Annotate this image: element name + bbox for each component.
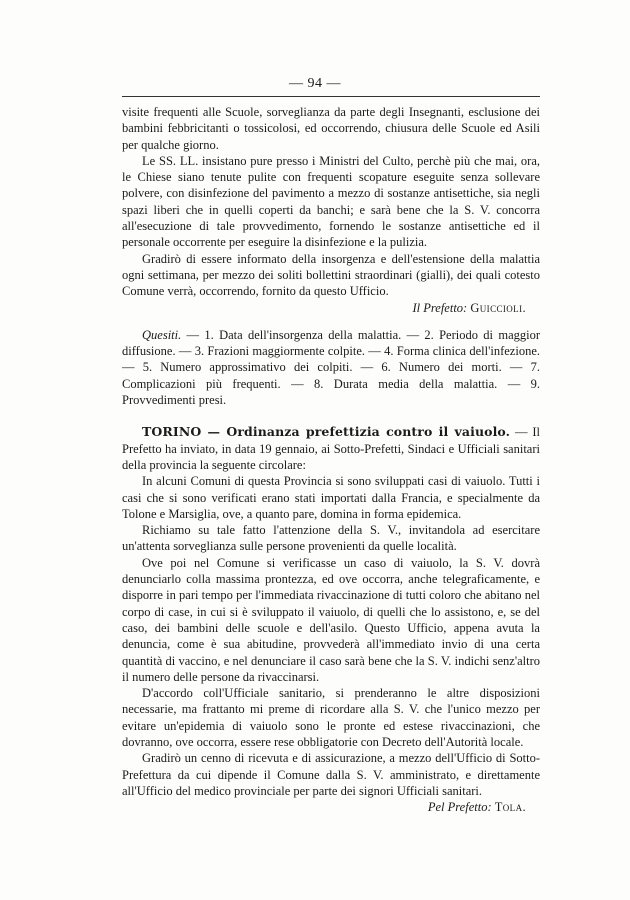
signature-title: Il Prefetto: — [412, 300, 468, 315]
signature-prefetto — [122, 300, 540, 316]
paragraph-churches: Le SS. LL. insistano pure presso i Ministri del Culto, perchè più che mai, ora, le Chiese siano tenute pulite con frequenti scopature eseguite senza sollevare polvere, con disinfezione del pavimento a mezzo di sostanze antisettiche, sia negli spazi liberi che in quelli coperti da banchi; e sarà bene che la S. V. concorra all'esecuzione di tale provvedimento, fornendo le sostanze antisettiche ed il personale occorrente per eseguire la disinfezione e la pulizia. — [122, 153, 540, 250]
section-intro: — Il Prefetto ha inviato, in data 19 gennaio, ai Sotto-Prefetti, Sindaci e Ufficiali sanitari della provincia la seguente circolare: — [122, 425, 540, 472]
signature-title: Pel Prefetto: — [427, 800, 492, 815]
header-rule — [122, 96, 540, 97]
signature-name: Tola. — [494, 800, 526, 815]
paragraph-denunciation: Ove poi nel Comune si verificasse un caso di vaiuolo, la S. V. dovrà denunciarlo colla massima prontezza, ed ove occorra, anche telegraficamente, e disporre in pari tempo per l'immediata rivaccinazione di tutti coloro che abitano nel corpo di case, in cui si è sviluppato il vaiuolo, di quelli che lo assistono, e, se del caso, dei bambini delle scuole e dell'asilo. Questo Ufficio, appena avuta la denuncia, come è sua abitudine, provvederà all'immediato invio di una certa quantità di vaccino, e nel denunciare il caso sarà bene che la S. V. indichi senz'altro il numero delle persone da rivaccinarsi. — [122, 555, 540, 684]
paragraph-receipt: Gradirò un cenno di ricevuta e di assicurazione, a mezzo dell'Ufficio di Sotto-Prefettura da cui dipende il Comune dalla S. V. amministrato, e direttamente all'Ufficio del medico provinciale per parte dei signori Ufficiali sanitari. — [122, 751, 540, 798]
paragraph-continuation: visite frequenti alle Scuole, sorveglianza da parte degli Insegnanti, esclusione dei bambini febbricitanti o tossicolosi, ed occorrendo, chiusura delle Scuole ed Asili per qualche giorno. — [122, 105, 540, 152]
paragraph-attention: Richiamo su tale fatto l'attenzione della S. V., invitandola ad esercitare un'attenta sorveglianza sulle persone provenienti da quelle località. — [122, 523, 540, 554]
section-heading: TORINO — Ordinanza prefettizia contro il vaiuolo. — [142, 424, 511, 440]
signature-name: Guiccioli. — [470, 300, 526, 315]
page-number: — 94 — — [289, 76, 341, 91]
paragraph-cases: In alcuni Comuni di questa Provincia si sono sviluppati casi di vaiuolo. Tutti i casi che si sono verificati erano stati importati dalla Francia, e specialmente da Tolone e Marsiglia, ove, a quanto pare, domina in forma epidemica. — [122, 474, 540, 521]
section-heading-paragraph — [122, 424, 540, 473]
spacer — [122, 408, 540, 424]
paragraph-reporting: Gradirò di essere informato della insorgenza e dell'estensione della malattia ogni settimana, per mezzo dei soliti bollettini straordinari (gialli), dei quali cotesto Comune verrà, occorrendo, fornito da questo Ufficio. — [122, 251, 540, 299]
paragraph-quesiti — [122, 327, 540, 408]
signature-pel-prefetto — [122, 799, 540, 815]
spacer — [122, 316, 540, 327]
quesiti-label: Quesiti. — [142, 327, 182, 342]
paragraph-dispositions: D'accordo coll'Ufficiale sanitario, si prenderanno le altre disposizioni necessarie, ma frattanto mi preme di ricordare alla S. V. che l'unico mezzo per evitare un'epidemia di vaiuolo sono le pronte ed estese rivaccinazioni, che dovranno, ove occorra, essere rese obbligatorie con Decreto dell'Autorità locale. — [122, 686, 540, 749]
page-body — [122, 104, 540, 815]
quesiti-text: — 1. Data dell'insorgenza della malattia. — 2. Periodo di maggior diffusione. — 3. Frazioni maggiormente colpite. — 4. Forma clinica dell'infezione. — 5. Numero approssimativo dei colpiti. — 6. Numero dei morti. — 7. Complicazioni più frequenti. — 8. Durata media della malattia. — 9. Provvedimenti presi. — [122, 327, 540, 408]
